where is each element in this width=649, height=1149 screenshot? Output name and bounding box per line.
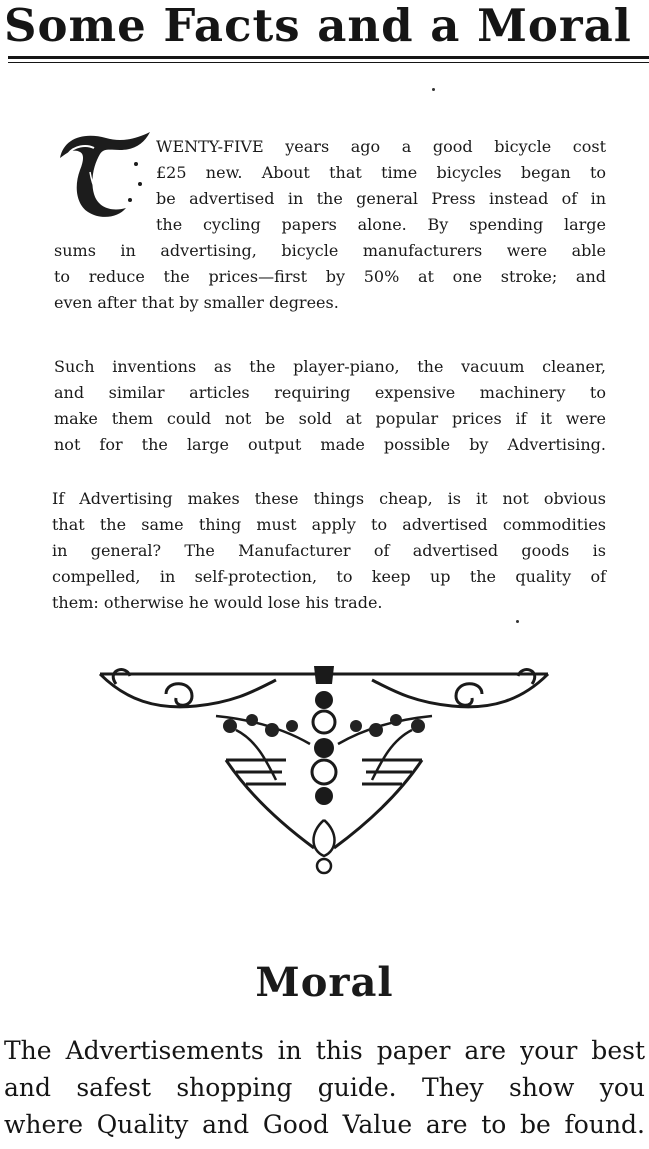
text-line: and safest shopping guide. They show you [4, 1073, 645, 1102]
title-rule-thick [8, 56, 649, 59]
text-line: If Advertising makes these things cheap, is it not obvious [52, 489, 606, 508]
paragraph-2 [54, 354, 606, 458]
text-line: compelled, in self-protection, to keep up the quality of [52, 567, 606, 586]
text-line: in general? The Manufacturer of advertised goods is [52, 541, 606, 560]
text-line: not for the large output made possible by Advertising. [54, 435, 606, 454]
page-title: Some Facts and a Moral [4, 0, 632, 52]
text-line: The Advertisements in this paper are your best [4, 1036, 645, 1065]
text-line: £25 new. About that time bicycles began to [156, 163, 606, 182]
text-line: and similar articles requiring expensive machinery to [54, 383, 606, 402]
decorative-dropcap [54, 124, 158, 224]
text-line: the cycling papers alone. By spending large [156, 215, 606, 234]
text-line: to reduce the prices—first by 50% at one stroke; and [54, 267, 606, 286]
decorative-ornament [96, 660, 552, 880]
text-line: WENTY-FIVE years ago a good bicycle cost [156, 137, 606, 156]
paragraph-3 [52, 486, 606, 616]
text-line: be advertised in the general Press instead of in [156, 189, 606, 208]
text-line: where Quality and Good Value are to be found. [4, 1110, 645, 1139]
text-line: them: otherwise he would lose his trade. [52, 593, 383, 612]
text-line: sums in advertising, bicycle manufacturers were able [54, 241, 606, 260]
text-line: Such inventions as the player-piano, the vacuum cleaner, [54, 357, 606, 376]
paragraph-1-continuation [54, 238, 606, 316]
text-line: that the same thing must apply to advertised commodities [52, 515, 606, 534]
moral-text [4, 1032, 645, 1143]
print-speck [432, 88, 435, 91]
title-rule-thin [8, 62, 649, 63]
text-line: make them could not be sold at popular prices if it were [54, 409, 606, 428]
paragraph-1-opening [156, 134, 606, 238]
text-line: even after that by smaller degrees. [54, 293, 339, 312]
print-speck [516, 620, 519, 623]
moral-heading: Moral [255, 959, 394, 1006]
